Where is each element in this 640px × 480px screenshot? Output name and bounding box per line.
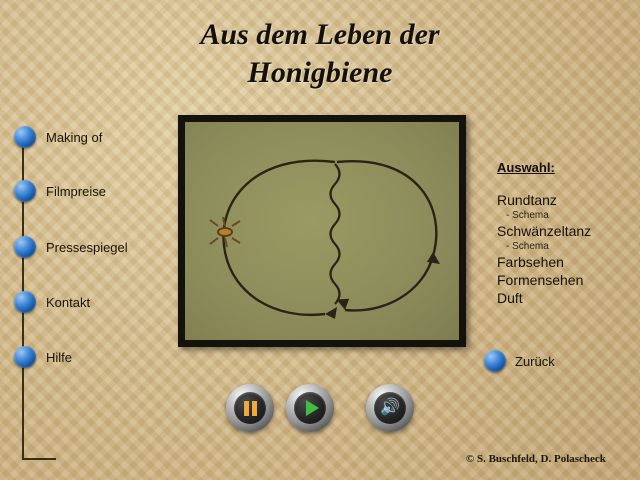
selection-subitem-rundtanz-schema[interactable]: - Schema bbox=[506, 210, 549, 221]
sound-button-face bbox=[374, 392, 406, 424]
selection-item-duft[interactable]: Duft bbox=[497, 290, 523, 306]
movie-canvas[interactable] bbox=[185, 122, 459, 340]
selection-item-schwaenzeltanz[interactable]: Schwänzeltanz bbox=[497, 223, 592, 239]
sidebar-item-filmpreise[interactable] bbox=[14, 180, 106, 202]
play-button[interactable] bbox=[286, 384, 334, 432]
page-title bbox=[0, 16, 640, 92]
sidebar-item-label: Hilfe bbox=[46, 349, 73, 365]
play-button-face bbox=[294, 392, 326, 424]
selection-panel bbox=[497, 160, 633, 307]
pause-button[interactable] bbox=[226, 384, 274, 432]
sidebar-item-label: Making of bbox=[46, 129, 103, 145]
movie-frame[interactable] bbox=[178, 115, 466, 347]
selection-heading: Auswahl: bbox=[497, 160, 555, 175]
waggle-dance-diagram-icon bbox=[185, 122, 459, 340]
sidebar-item-kontakt[interactable] bbox=[14, 291, 90, 313]
page-title-line1: Aus dem Leben der bbox=[200, 18, 440, 51]
sidebar-item-label: Kontakt bbox=[46, 294, 91, 310]
selection-item-formensehen[interactable]: Formensehen bbox=[497, 272, 584, 288]
pause-icon bbox=[244, 401, 257, 416]
selection-subitem-schwaenzeltanz-schema[interactable]: - Schema bbox=[506, 241, 549, 252]
page-title-line2: Honigbiene bbox=[247, 56, 393, 89]
back-button[interactable] bbox=[484, 350, 555, 372]
sidebar-item-label: Pressespiegel bbox=[46, 239, 128, 255]
speaker-icon: 🔊 bbox=[380, 399, 400, 416]
selection-item-farbsehen[interactable]: Farbsehen bbox=[497, 254, 564, 270]
bullet-icon bbox=[14, 180, 36, 202]
bullet-icon bbox=[14, 126, 36, 148]
selection-item-rundtanz[interactable]: Rundtanz bbox=[497, 192, 557, 208]
bullet-icon bbox=[14, 236, 36, 258]
sidebar-item-hilfe[interactable] bbox=[14, 346, 72, 368]
sidebar-item-label: Filmpreise bbox=[46, 183, 106, 199]
copyright-text: © S. Buschfeld, D. Polascheck bbox=[466, 453, 606, 465]
play-icon bbox=[306, 400, 319, 416]
pause-button-face bbox=[234, 392, 266, 424]
sound-button[interactable] bbox=[366, 384, 414, 432]
bullet-icon bbox=[14, 346, 36, 368]
sidebar-item-pressespiegel[interactable] bbox=[14, 236, 128, 258]
bullet-icon bbox=[484, 350, 506, 372]
menu-rail-foot bbox=[22, 458, 56, 460]
bullet-icon bbox=[14, 291, 36, 313]
back-button-label: Zurück bbox=[515, 353, 555, 369]
sidebar-item-making-of[interactable] bbox=[14, 126, 102, 148]
